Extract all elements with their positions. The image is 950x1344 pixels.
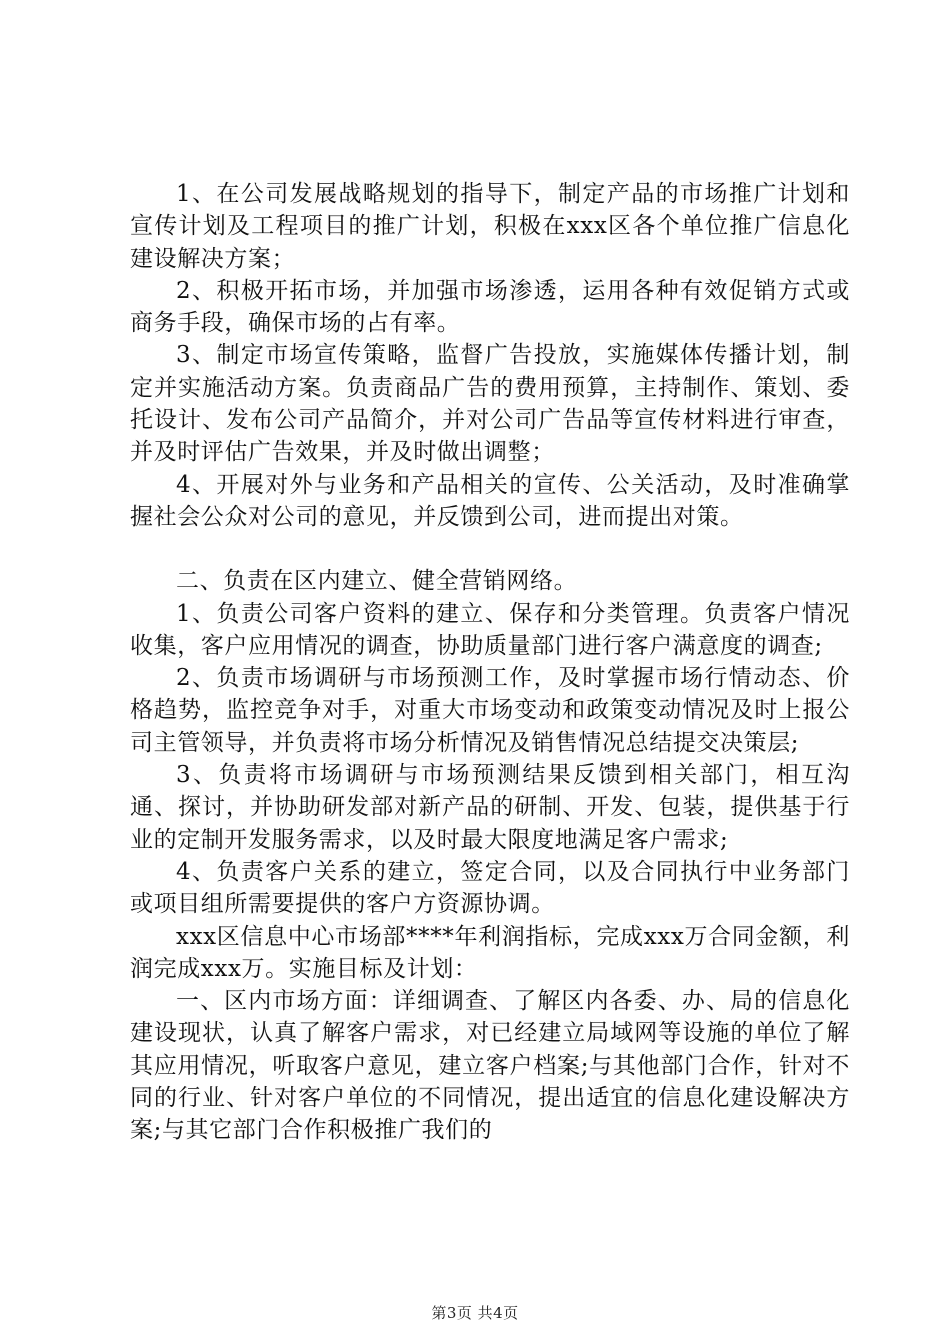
document-body xyxy=(130,178,850,1147)
section-1 xyxy=(130,178,850,533)
section-2 xyxy=(130,565,850,1146)
paragraph: xxx区信息中心市场部****年利润指标，完成xxx万合同金额，利润完成xxx万。实施目标及计划： xyxy=(130,923,850,982)
paragraph: 4、负责客户关系的建立，签定合同，以及合同执行中业务部门或项目组所需要提供的客户方资源协调。 xyxy=(130,858,850,918)
paragraph: 1、在公司发展战略规划的指导下，制定产品的市场推广计划和宣传计划及工程项目的推广计划，积极在xxx区各个单位推广信息化建设解决方案； xyxy=(130,181,850,272)
paragraph: 2、负责市场调研与市场预测工作，及时掌握市场行情动态、价格趋势，监控竞争对手，对重大市场变动和政策变动情况及时上报公司主管领导，并负责将市场分析情况及销售情况总结提交决策层; xyxy=(130,665,850,756)
paragraph: 4、开展对外与业务和产品相关的宣传、公关活动，及时准确掌握社会公众对公司的意见，并反馈到公司，进而提出对策。 xyxy=(130,471,850,530)
page-number-footer: 第3页 共4页 xyxy=(431,1304,519,1322)
section-heading: 二、负责在区内建立、健全营销网络。 xyxy=(176,568,578,595)
paragraph: 3、负责将市场调研与市场预测结果反馈到相关部门，相互沟通、探讨，并协助研发部对新产品的研制、开发、包装，提供基于行业的定制开发服务需求，以及时最大限度地满足客户需求; xyxy=(130,762,850,853)
paragraph: 2、积极开拓市场，并加强市场渗透，运用各种有效促销方式或商务手段，确保市场的占有率。 xyxy=(130,277,850,337)
paragraph: 一、区内市场方面：详细调查、了解区内各委、办、局的信息化建设现状，认真了解客户需求，对已经建立局域网等设施的单位了解其应用情况，听取客户意见，建立客户档案;与其他部门合作，针对不同的行业、针对客户单位的不同情况，提出适宜的信息化建设解决方案;与其它部门合作积极推广我们的 xyxy=(130,988,850,1144)
paragraph: 1、负责公司客户资料的建立、保存和分类管理。负责客户情况收集，客户应用情况的调查，协助质量部门进行客户满意度的调查; xyxy=(130,600,850,659)
paragraph: 3、制定市场宣传策略，监督广告投放，实施媒体传播计划，制定并实施活动方案。负责商品广告的费用预算，主持制作、策划、委托设计、发布公司产品简介，并对公司广告品等宣传材料进行审查，并及时评估广告效果，并及时做出调整； xyxy=(130,342,850,466)
